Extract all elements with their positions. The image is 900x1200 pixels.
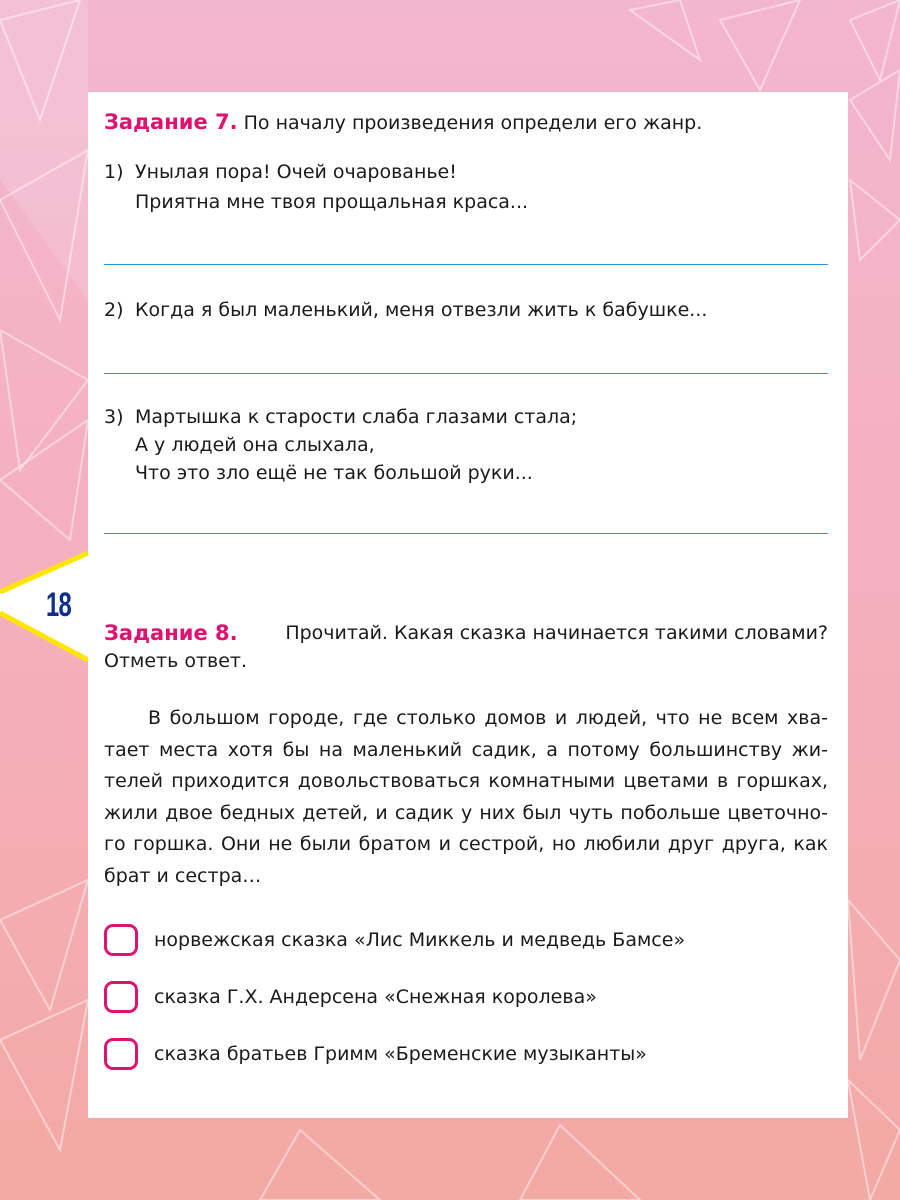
task7-item-3-line-3: Что это зло ещё не так большой руки... <box>135 462 533 484</box>
task7-label: Задание 7. <box>104 110 238 134</box>
task7-item-1-num: 1) <box>104 161 124 183</box>
passage-line: телей приходится довольствоваться комнатными цветами в горшках, <box>104 770 828 792</box>
task7-heading <box>104 107 702 138</box>
option-2-label: сказка Г.Х. Андерсена «Снежная королева» <box>154 986 597 1008</box>
passage-line: жили двое бедных детей, и садик у них был чуть побольше цветочно- <box>104 801 828 824</box>
task8-heading <box>104 618 828 648</box>
answer-line-3[interactable] <box>104 533 828 534</box>
task7-item-3-num: 3) <box>104 406 124 428</box>
task8-passage <box>104 703 828 892</box>
option-3-label: сказка братьев Гримм «Бременские музыканты» <box>154 1043 647 1065</box>
task8-label: Задание 8. <box>104 621 238 645</box>
task7-item-1-line-1: Унылая пора! Очей очарованье! <box>135 161 457 183</box>
option-3-checkbox[interactable] <box>104 1038 138 1070</box>
option-2-checkbox[interactable] <box>104 981 138 1013</box>
passage-line: тает места хотя бы на маленький садик, а потому большинству жи- <box>104 738 828 761</box>
passage-line: брат и сестра… <box>104 864 262 887</box>
page-number: 18 <box>46 586 72 624</box>
passage-line: В большом городе, где столько домов и людей, что не всем хва- <box>148 707 828 729</box>
passage-line: го горшка. Они не были братом и сестрой, но любили друг друга, как <box>104 833 828 855</box>
task7-item-2-line-1: Когда я был маленький, меня отвезли жить к бабушке... <box>135 299 708 321</box>
answer-line-1[interactable] <box>104 264 828 265</box>
task7-item-3-line-1: Мартышка к старости слаба глазами стала; <box>135 406 578 428</box>
task7-prompt: По началу произведения определи его жанр. <box>243 112 703 134</box>
task7-item-1-line-2: Приятна мне твоя прощальная краса... <box>135 191 529 213</box>
content-panel <box>88 92 848 1118</box>
task8-prompt-line-2: Отметь ответ. <box>104 650 248 672</box>
option-1-label: норвежская сказка «Лис Миккель и медведь Бамсе» <box>154 929 686 951</box>
option-1-checkbox[interactable] <box>104 924 138 956</box>
task7-item-3-line-2: А у людей она слыхала, <box>135 434 375 456</box>
answer-line-2[interactable] <box>104 373 828 374</box>
task7-item-2-num: 2) <box>104 299 124 321</box>
task8-prompt-line-1: Прочитай. Какая сказка начинается такими словами? <box>285 622 828 644</box>
